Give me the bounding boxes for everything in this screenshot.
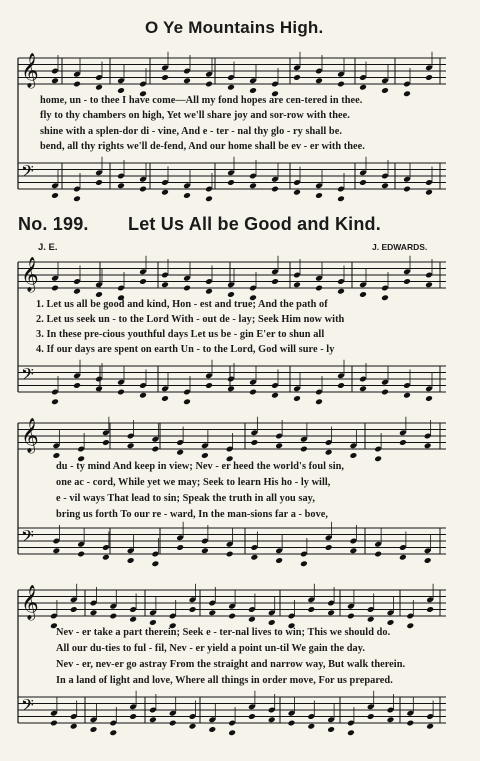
note-head xyxy=(169,720,177,727)
note-head xyxy=(307,723,315,730)
note-head xyxy=(315,398,323,405)
note-head xyxy=(176,544,184,551)
note-head xyxy=(381,87,389,94)
bass-clef-icon: 𝄢 xyxy=(21,694,34,719)
note-head xyxy=(51,77,59,84)
note-head xyxy=(176,449,184,456)
note-head xyxy=(403,392,411,399)
note-head xyxy=(387,716,395,723)
note-head xyxy=(325,544,333,551)
note-head xyxy=(359,179,367,186)
note-head xyxy=(424,442,432,449)
note-head xyxy=(374,455,382,462)
note-head xyxy=(424,557,432,564)
note-head xyxy=(228,613,236,620)
note-head xyxy=(201,452,209,459)
note-head xyxy=(250,439,258,446)
lyric-line: All our du-ties to ful - fil, Nev - er yield a point un-til We gain the day. xyxy=(56,643,366,654)
note-head xyxy=(73,382,81,389)
note-head xyxy=(109,613,117,620)
note-head xyxy=(248,616,256,623)
bass-clef-icon: 𝄢 xyxy=(21,525,34,550)
note-head xyxy=(337,81,345,88)
note-head xyxy=(51,285,59,292)
treble-clef-icon: 𝄞 xyxy=(21,585,39,621)
note-head xyxy=(227,84,235,91)
note-head xyxy=(161,74,169,81)
note-head xyxy=(347,729,355,736)
note-head xyxy=(275,557,283,564)
hymn-title: Let Us All be Good and Kind. xyxy=(128,214,381,234)
lyric-line: home, un - to thee I have come—All my fond hopes are cen-tered in thee. xyxy=(40,95,363,106)
lyric-line: du - ty mind And keep in view; Nev - er heed the world's foul sin, xyxy=(56,461,345,472)
treble-clef-icon: 𝄞 xyxy=(21,418,39,454)
note-head xyxy=(367,713,375,720)
note-head xyxy=(139,392,147,399)
note-head xyxy=(227,291,235,298)
treble-clef-icon: 𝄞 xyxy=(21,53,39,89)
note-head xyxy=(381,182,389,189)
note-head xyxy=(337,382,345,389)
note-head xyxy=(117,389,125,396)
note-head xyxy=(359,385,367,392)
lyric-line: 4. If our days are spent on earth Un - to the Lord, God will sure - ly xyxy=(36,344,335,355)
note-head xyxy=(51,192,59,199)
note-head xyxy=(227,179,235,186)
note-head xyxy=(139,278,147,285)
note-head xyxy=(387,619,395,626)
note-head xyxy=(90,726,98,733)
note-head xyxy=(425,74,433,81)
lyric-line: e - vil ways That lead to sin; Speak the truth in all you say, xyxy=(56,493,315,504)
note-head xyxy=(127,442,135,449)
lyric-line: 2. Let us seek un - to the Lord With - out de - lay; Seek Him now with xyxy=(36,314,345,325)
note-head xyxy=(90,609,98,616)
note-head xyxy=(315,285,323,292)
note-head xyxy=(139,186,147,193)
author-credit: J. E. xyxy=(38,242,58,253)
note-head xyxy=(189,606,197,613)
note-head xyxy=(205,382,213,389)
note-head xyxy=(227,385,235,392)
note-head xyxy=(337,288,345,295)
note-head xyxy=(95,84,103,91)
note-head xyxy=(226,551,234,558)
note-head xyxy=(50,720,58,727)
note-head xyxy=(381,294,389,301)
note-head xyxy=(102,439,110,446)
note-head xyxy=(183,192,191,199)
note-head xyxy=(151,560,159,567)
note-head xyxy=(70,606,78,613)
note-head xyxy=(337,195,345,202)
note-head xyxy=(399,439,407,446)
bass-clef-icon: 𝄢 xyxy=(21,363,34,388)
note-head xyxy=(271,278,279,285)
note-head xyxy=(183,77,191,84)
note-head xyxy=(208,726,216,733)
note-head xyxy=(117,87,125,94)
note-head xyxy=(293,281,301,288)
note-head xyxy=(161,189,169,196)
note-head xyxy=(406,720,414,727)
note-head xyxy=(293,74,301,81)
note-head xyxy=(315,77,323,84)
note-head xyxy=(189,723,197,730)
hymn-number: No. 199. xyxy=(18,214,89,234)
note-head xyxy=(275,442,283,449)
note-head xyxy=(249,87,257,94)
note-head xyxy=(349,547,357,554)
composer-credit: J. EDWARDS. xyxy=(372,242,428,252)
note-head xyxy=(327,726,335,733)
note-head xyxy=(52,452,60,459)
note-head xyxy=(183,398,191,405)
note-head xyxy=(268,716,276,723)
lyric-line: one ac - cord, While yet we may; Seek to learn His ho - ly will, xyxy=(56,477,331,488)
note-head xyxy=(271,392,279,399)
note-head xyxy=(205,195,213,202)
note-head xyxy=(161,395,169,402)
note-head xyxy=(208,609,216,616)
note-head xyxy=(109,729,117,736)
note-head xyxy=(77,551,85,558)
note-head xyxy=(325,449,333,456)
note-head xyxy=(248,713,256,720)
hymn-header xyxy=(18,214,462,238)
note-head xyxy=(359,291,367,298)
note-head xyxy=(327,609,335,616)
note-head xyxy=(315,192,323,199)
note-head xyxy=(73,195,81,202)
note-head xyxy=(426,606,434,613)
note-head xyxy=(403,278,411,285)
note-head xyxy=(374,551,382,558)
note-head xyxy=(249,182,257,189)
note-head xyxy=(95,291,103,298)
lyric-line: In a land of light and love, Where all things in order move, For us prepared. xyxy=(56,675,393,686)
note-head xyxy=(347,613,355,620)
note-head xyxy=(161,281,169,288)
note-head xyxy=(73,288,81,295)
note-head xyxy=(129,616,137,623)
lyric-line: bend, all thy rights we'll de-fend, And our home shall be ev - er with thee. xyxy=(40,141,365,152)
note-head xyxy=(406,622,414,629)
note-head xyxy=(426,723,434,730)
note-head xyxy=(307,606,315,613)
note-head xyxy=(129,713,137,720)
bass-clef-icon: 𝄢 xyxy=(21,160,34,185)
lyric-line: 1. Let us all be good and kind, Hon - est and true; And the path of xyxy=(36,299,328,310)
note-head xyxy=(367,616,375,623)
treble-clef-icon: 𝄞 xyxy=(21,257,39,293)
note-head xyxy=(149,716,157,723)
note-head xyxy=(183,285,191,292)
note-head xyxy=(117,182,125,189)
note-head xyxy=(300,446,308,453)
lyric-line: Nev - er take a part therein; Seek e - ter-nal lives to win; This we should do. xyxy=(56,627,391,638)
note-head xyxy=(300,560,308,567)
note-head xyxy=(228,729,236,736)
note-head xyxy=(425,395,433,402)
note-head xyxy=(70,723,78,730)
note-head xyxy=(201,547,209,554)
lyric-line: fly to thy chambers on high, Yet we'll share joy and sor-row with thee. xyxy=(40,110,350,121)
lyric-line: shine with a splen-dor di - vine, And e - ter - nal thy glo - ry shall be. xyxy=(40,126,342,137)
lyric-line: bring us forth To our re - ward, In the man-sions far a - bove, xyxy=(56,509,329,520)
note-head xyxy=(399,554,407,561)
note-head xyxy=(425,281,433,288)
note-head xyxy=(73,81,81,88)
note-head xyxy=(381,389,389,396)
lyric-line: Nev - er, nev-er go astray From the straight and narrow way, But walk therein. xyxy=(56,659,406,670)
note-head xyxy=(102,554,110,561)
note-head xyxy=(95,385,103,392)
note-head xyxy=(359,84,367,91)
lyric-line: 3. In these pre-cious youthful days Let us be - gin E'er to shun all xyxy=(36,329,325,340)
note-head xyxy=(205,288,213,295)
note-head xyxy=(293,189,301,196)
note-head xyxy=(52,547,60,554)
hymn-title: O Ye Mountains High. xyxy=(145,18,324,37)
note-head xyxy=(127,557,135,564)
note-head xyxy=(403,90,411,97)
note-head xyxy=(425,189,433,196)
note-head xyxy=(151,446,159,453)
note-head xyxy=(349,452,357,459)
note-head xyxy=(249,389,257,396)
note-head xyxy=(51,398,59,405)
note-head xyxy=(268,619,276,626)
note-head xyxy=(95,179,103,186)
note-head xyxy=(250,554,258,561)
note-head xyxy=(288,720,296,727)
note-head xyxy=(271,186,279,193)
note-head xyxy=(293,395,301,402)
note-head xyxy=(149,619,157,626)
note-head xyxy=(205,81,213,88)
note-head xyxy=(403,186,411,193)
